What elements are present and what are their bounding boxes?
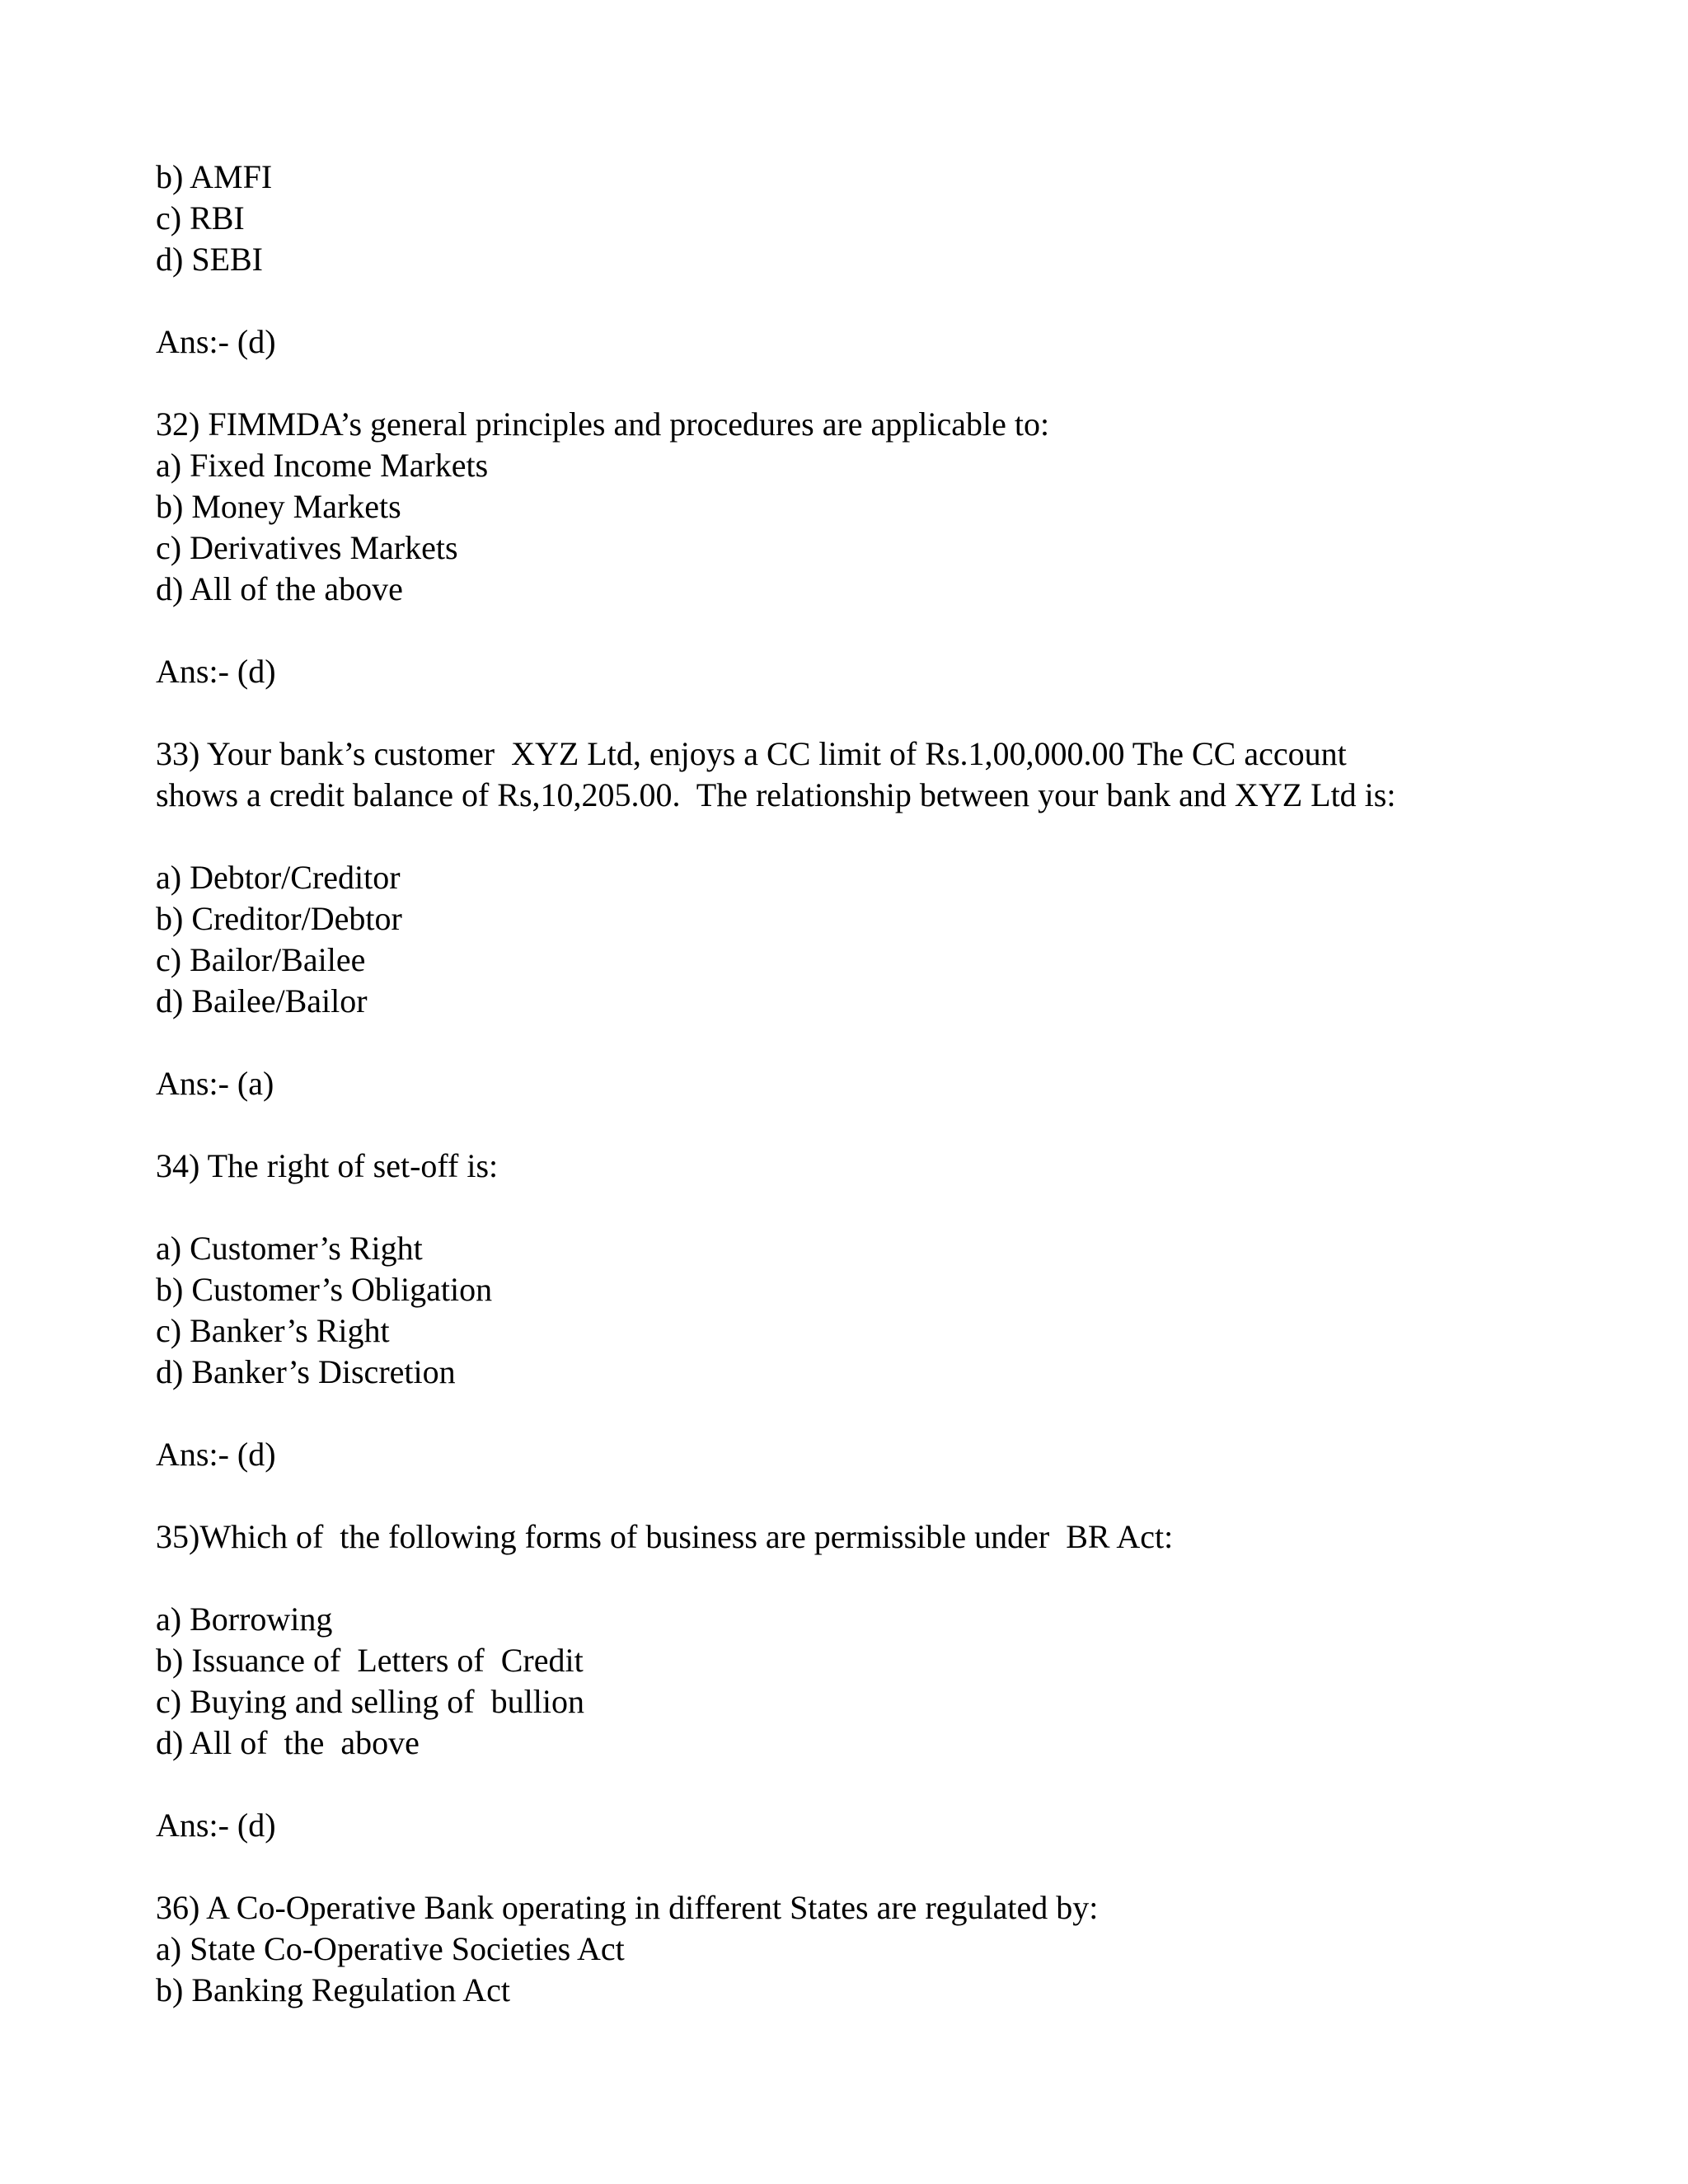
option-d: d) Bailee/Bailor	[156, 982, 368, 1019]
question-stem: 36) A Co-Operative Bank operating in different States are regulated by:	[156, 1889, 1099, 1926]
option-b: b) Creditor/Debtor	[156, 900, 402, 937]
question-32	[156, 404, 1557, 733]
document-body	[156, 157, 1557, 2011]
option-c: c) Buying and selling of bullion	[156, 1683, 584, 1720]
answer: Ans:- (d)	[156, 1436, 276, 1473]
option-c: c) Bailor/Bailee	[156, 941, 366, 978]
question-35	[156, 1516, 1557, 1887]
option-c: c) Banker’s Right	[156, 1312, 390, 1349]
option-d: d) Banker’s Discretion	[156, 1353, 456, 1390]
option-a: a) Fixed Income Markets	[156, 447, 489, 484]
question-31-continuation	[156, 157, 1557, 404]
answer: Ans:- (a)	[156, 1065, 274, 1102]
question-stem-continued: shows a credit balance of Rs,10,205.00. The relationship between your bank and XYZ Ltd is:	[156, 776, 1396, 813]
option-d: d) SEBI	[156, 241, 263, 278]
option-a: a) State Co-Operative Societies Act	[156, 1930, 625, 1967]
option-b: b) Money Markets	[156, 488, 401, 525]
option-a: a) Customer’s Right	[156, 1230, 423, 1267]
question-stem: 33) Your bank’s customer XYZ Ltd, enjoys a CC limit of Rs.1,00,000.00 The CC account	[156, 735, 1347, 772]
option-b: b) Issuance of Letters of Credit	[156, 1642, 584, 1679]
option-d: d) All of the above	[156, 1724, 420, 1761]
question-stem: 34) The right of set-off is:	[156, 1147, 499, 1184]
question-stem: 35)Which of the following forms of business are permissible under BR Act:	[156, 1518, 1174, 1555]
question-33	[156, 733, 1557, 1146]
answer: Ans:- (d)	[156, 323, 276, 360]
option-b: b) AMFI	[156, 158, 273, 195]
answer: Ans:- (d)	[156, 653, 276, 690]
answer: Ans:- (d)	[156, 1807, 276, 1844]
question-36	[156, 1887, 1557, 2011]
question-stem: 32) FIMMDA’s general principles and procedures are applicable to:	[156, 405, 1050, 443]
option-b: b) Banking Regulation Act	[156, 1971, 510, 2008]
option-a: a) Debtor/Creditor	[156, 859, 401, 896]
option-c: c) Derivatives Markets	[156, 529, 458, 566]
question-34	[156, 1146, 1557, 1516]
option-d: d) All of the above	[156, 570, 403, 607]
option-a: a) Borrowing	[156, 1601, 333, 1638]
option-b: b) Customer’s Obligation	[156, 1271, 493, 1308]
option-c: c) RBI	[156, 199, 245, 237]
